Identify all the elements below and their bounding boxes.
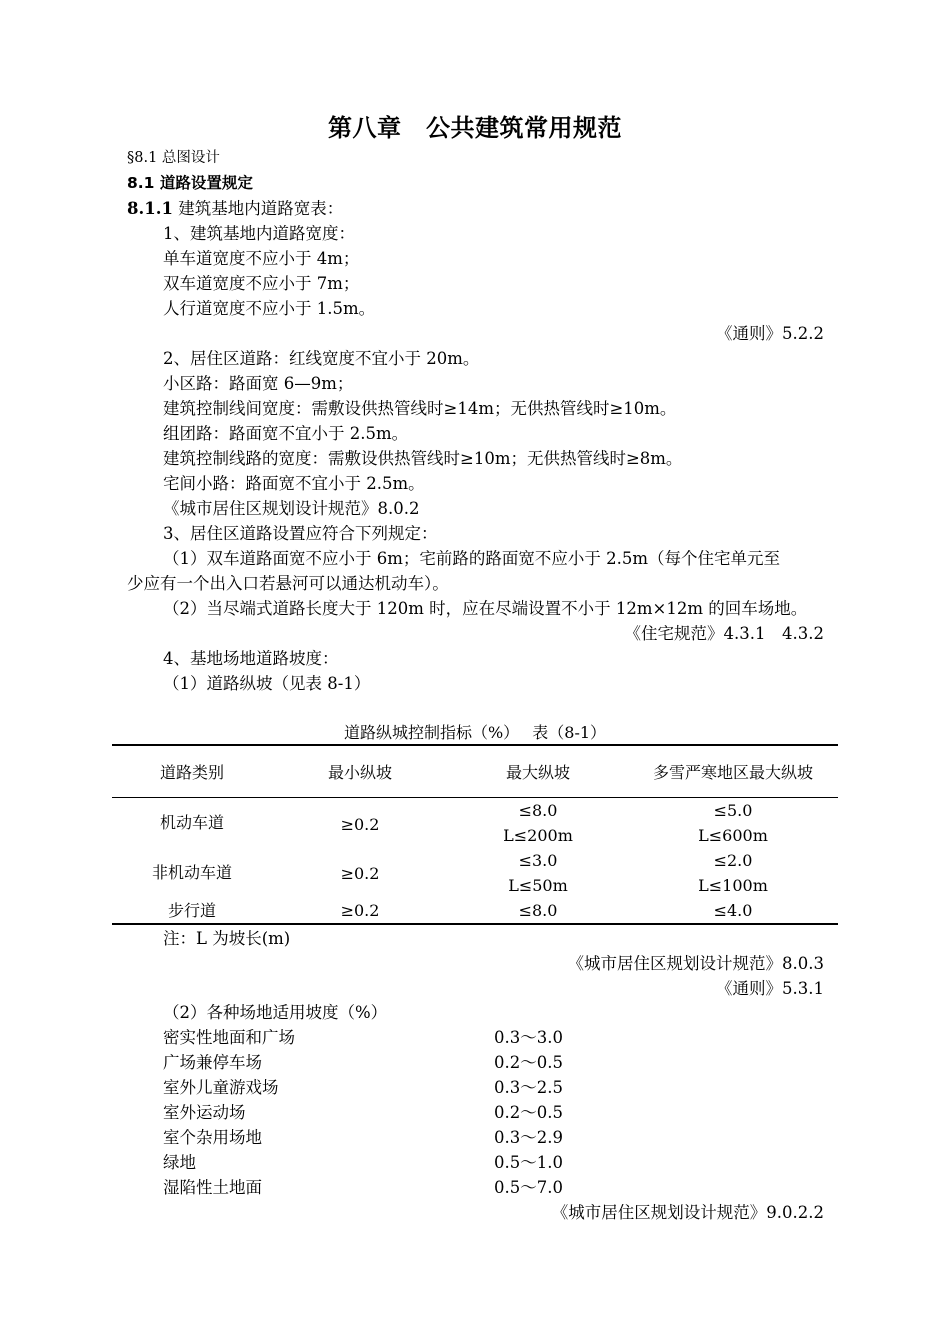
clause-8-1-1 [127,196,827,221]
para-2-line: 宅间小路：路面宽不宜小于 2.5m。 [163,474,425,493]
site-slope: 0.2～0.5 [494,1053,563,1072]
reference: 《城市居住区规划设计规范》8.0.2 [163,499,420,518]
para-3-item: （2）当尽端式道路长度大于 120m 时，应在尽端设置不小于 12m×12m 的回车场地。 [163,599,808,618]
table-header-cell: 道路类别 [159,763,224,782]
para-3-item-cont: 少应有一个出入口若悬河可以通达机动车）。 [127,574,449,593]
table-cell: ≥0.2 [340,815,380,834]
para-2-line: 组团路：路面宽不宜小于 2.5m。 [163,424,409,443]
site-slope: 0.5～1.0 [494,1153,563,1172]
reference: 《通则》5.3.1 [716,979,824,998]
site-name: 广场兼停车场 [163,1053,262,1072]
para-4-sub: （1）道路纵坡（见表 8-1） [163,674,371,693]
reference: 《城市居住区规划设计规范》8.0.3 [567,954,824,973]
para-3-heading: 3、居住区道路设置应符合下列规定： [163,524,438,543]
site-slope: 0.3～3.0 [494,1028,563,1047]
table-cell: 步行道 [167,901,216,920]
table-cell: 机动车道 [159,813,224,832]
para-1-line: 单车道宽度不应小于 4m； [163,249,360,268]
para-2-heading: 2、居住区道路：红线宽度不宜小于 20m。 [163,349,480,368]
table-caption: 道路纵城控制指标（%） 表（8-1） [343,723,607,742]
table-cell: ≤5.0 [713,801,753,820]
site-name: 绿地 [163,1153,196,1172]
reference: 《城市居住区规划设计规范》9.0.2.2 [551,1203,824,1222]
table-cell: 非机动车道 [151,863,232,882]
table-cell: ≤8.0 [518,901,558,920]
table-cell: L≤50m [508,876,568,895]
table-header-cell: 最大纵坡 [505,763,570,782]
site-slope: 0.5～7.0 [494,1178,563,1197]
table-cell: ≥0.2 [340,864,380,883]
table-cell: L≤100m [698,876,768,895]
table-cell: L≤200m [503,826,573,845]
table-cell: ≤2.0 [713,851,753,870]
table-header-cell: 最小纵坡 [327,763,392,782]
clause-text: 建筑基地内道路宽表： [178,199,344,218]
table-top-rule [112,744,838,746]
site-slope: 0.3～2.5 [494,1078,563,1097]
para-4-heading: 4、基地场地道路坡度： [163,649,339,668]
site-name: 室个杂用场地 [163,1128,262,1147]
table-cell: L≤600m [698,826,768,845]
para-1-line: 人行道宽度不应小于 1.5m。 [163,299,376,318]
sites-heading: （2）各种场地适用坡度（%） [163,1003,388,1022]
reference: 《通则》5.2.2 [716,324,824,343]
clause-number: 8.1.1 [127,199,173,218]
section-heading: §8.1 总图设计 [127,150,220,166]
table-bottom-rule [112,923,838,925]
table-cell: ≤3.0 [518,851,558,870]
table-header-cell: 多雪严寒地区最大纵坡 [652,763,813,782]
para-3-item: （1）双车道路面宽不应小于 6m；宅前路的路面宽不应小于 2.5m（每个住宅单元至 [163,549,781,568]
site-name: 室外运动场 [163,1103,246,1122]
para-1-heading: 1、建筑基地内道路宽度： [163,224,355,243]
para-1-line: 双车道宽度不应小于 7m； [163,274,360,293]
chapter-title: 第八章 公共建筑常用规范 [328,114,622,142]
site-slope: 0.3～2.9 [494,1128,563,1147]
para-2-line: 建筑控制线间宽度：需敷设供热管线时≥14m；无供热管线时≥10m。 [163,399,677,418]
site-name: 室外儿童游戏场 [163,1078,279,1097]
table-cell: ≤4.0 [713,901,753,920]
subsection-heading: 8.1 道路设置规定 [127,174,253,192]
table-cell: ≤8.0 [518,801,558,820]
reference: 《住宅规范》4.3.1 4.3.2 [624,624,824,643]
site-slope: 0.2～0.5 [494,1103,563,1122]
para-2-line: 建筑控制线路的宽度：需敷设供热管线时≥10m；无供热管线时≥8m。 [163,449,683,468]
table-note: 注：L 为坡长(m) [163,929,291,948]
para-2-line: 小区路：路面宽 6—9m； [163,374,354,393]
table-cell: ≥0.2 [340,901,380,920]
site-name: 密实性地面和广场 [163,1028,295,1047]
site-name: 湿陷性土地面 [163,1178,262,1197]
